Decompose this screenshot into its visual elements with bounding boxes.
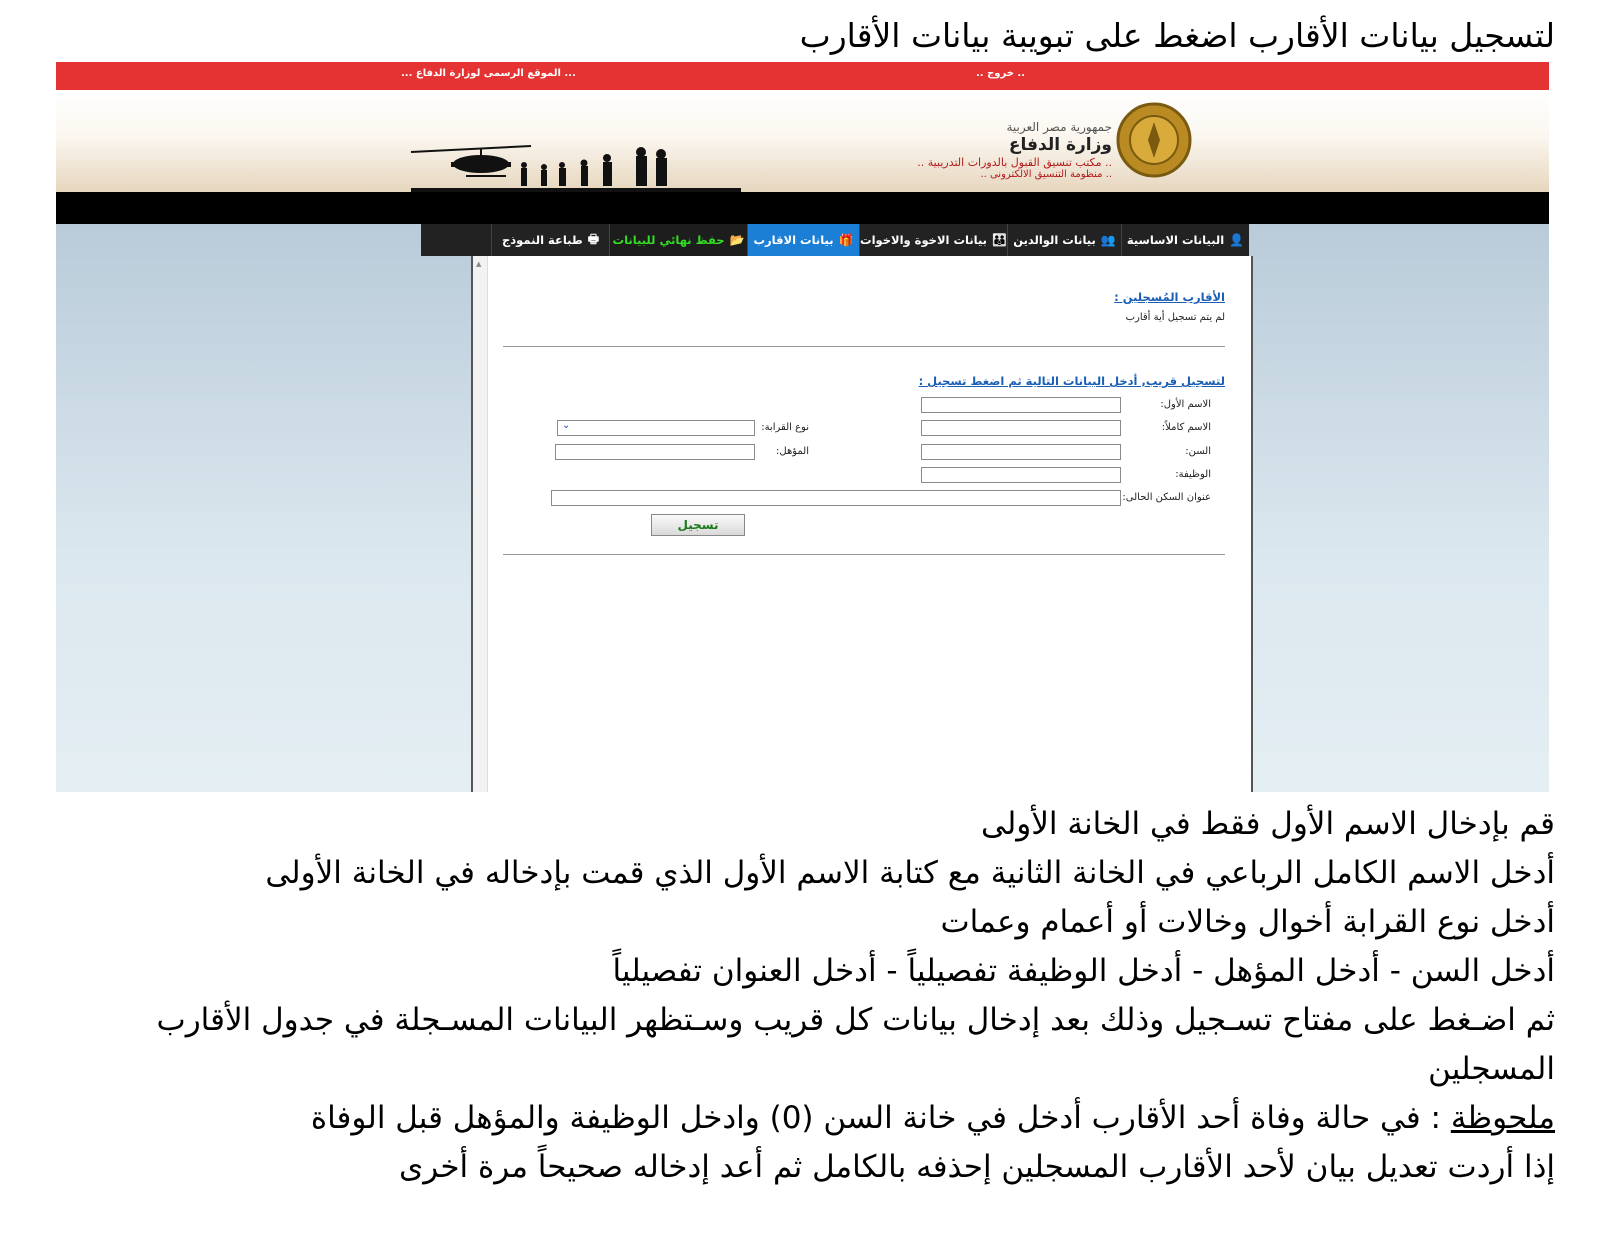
full-name-input[interactable]	[921, 420, 1121, 436]
system-name: .. منظومة التنسيق الالكترونى ..	[980, 169, 1112, 180]
site-banner	[56, 90, 1549, 192]
divider-top	[503, 346, 1225, 347]
chevron-down-icon: ⌄	[562, 420, 571, 431]
job-label: الوظيفة:	[1175, 469, 1211, 480]
job-input[interactable]	[921, 467, 1121, 483]
qualification-label: المؤهل:	[776, 446, 809, 457]
tab-basic-data[interactable]: 👤 البيانات الاساسية	[1121, 224, 1249, 256]
note-text: : في حالة وفاة أحد الأقارب أدخل في خانة السن (0) وادخل الوظيفة والمؤهل قبل الوفاة	[310, 1100, 1451, 1136]
first-name-label: الاسم الأول:	[1160, 399, 1211, 410]
note-line	[56, 1094, 1555, 1143]
person-icon: 👤	[1229, 233, 1245, 247]
full-name-label: الاسم كاملاً:	[1161, 422, 1211, 433]
instruction-line: إذا أردت تعديل بيان لأحد الأقارب المسجلين إحذفه بالكامل ثم أعد إدخاله صحيحاً مرة أخرى	[398, 1149, 1555, 1185]
office-name: .. مكتب تنسيق القبول بالدورات التدريبية ..	[917, 156, 1112, 169]
instruction-line: ثم اضـغط على مفتاح تسـجيل وذلك بعد إدخال بيانات كل قريب وسـتظهر البيانات المسـجلة في جدول الأقارب المسجلين	[156, 1002, 1555, 1087]
instruction-line: قم بإدخال الاسم الأول فقط في الخانة الأولى	[980, 806, 1555, 842]
first-name-input[interactable]	[921, 397, 1121, 413]
address-input[interactable]	[551, 490, 1121, 506]
logout-link[interactable]: .. خروج ..	[976, 68, 1026, 79]
register-relative-header: لتسجيل قريب, أدخل البيانات التالية ثم اضغط تسجيل :	[918, 374, 1225, 388]
scroll-up-arrow-icon[interactable]: ▲	[476, 260, 482, 268]
instructions-block	[56, 800, 1555, 1192]
page-heading: لتسجيل بيانات الأقارب اضغط على تبويبة بيانات الأقارب	[799, 16, 1555, 55]
gift-icon: 🎁	[838, 233, 854, 247]
note-label: ملحوظة	[1450, 1100, 1555, 1136]
ministry-emblem	[1116, 100, 1192, 184]
tab-siblings[interactable]: 👪 بيانات الاخوة والاخوات	[859, 224, 1007, 256]
banner-black-band	[56, 192, 1549, 224]
tab-parents[interactable]: 👥 بيانات الوالدين	[1007, 224, 1121, 256]
ministry-name: وزارة الدفاع	[1008, 135, 1112, 155]
site-topbar	[56, 62, 1549, 90]
register-button[interactable]: تسجيل	[651, 514, 745, 536]
relation-select[interactable]	[557, 420, 755, 436]
parents-icon: 👥	[1100, 233, 1116, 247]
tab-relatives[interactable]: 🎁 بيانات الاقارب	[747, 224, 859, 256]
siblings-icon: 👪	[992, 233, 1007, 247]
printer-icon: 🖶	[587, 231, 600, 246]
relatives-panel	[471, 256, 1253, 792]
official-site-link[interactable]: ... الموقع الرسمى لوزارة الدفاع ...	[401, 68, 576, 79]
folder-icon: 📂	[729, 233, 745, 247]
instruction-line: أدخل نوع القرابة أخوال وخالات أو أعمام وعمات	[940, 904, 1555, 940]
tab-bar	[421, 224, 1249, 256]
relation-label: نوع القرابة:	[761, 422, 809, 433]
scrollbar[interactable]	[473, 256, 488, 792]
instruction-line: أدخل السن - أدخل المؤهل - أدخل الوظيفة تفصيلياً - أدخل العنوان تفصيلياً	[612, 953, 1555, 989]
country-name: جمهورية مصر العربية	[1006, 120, 1112, 134]
tab-print-form[interactable]: 🖶 طباعة النموذج	[491, 224, 609, 256]
ministry-title-block	[917, 120, 1112, 180]
instruction-line: أدخل الاسم الكامل الرباعي في الخانة الثانية مع كتابة الاسم الأول الذي قمت بإدخاله في الخانة الأولى	[265, 855, 1555, 891]
helicopter-soldiers-silhouette	[411, 138, 741, 194]
embedded-screenshot	[56, 62, 1549, 792]
age-label: السن:	[1185, 446, 1211, 457]
qualification-input[interactable]	[555, 444, 755, 460]
divider-bottom	[503, 554, 1225, 555]
address-label: عنوان السكن الحالى:	[1122, 492, 1211, 503]
age-input[interactable]	[921, 444, 1121, 460]
no-relatives-text: لم يتم تسجيل أية أقارب	[1125, 312, 1225, 323]
tab-final-save[interactable]: 📂 حفظ نهائي للبيانات	[609, 224, 747, 256]
registered-relatives-header: الأقارب المُسجلين :	[1114, 290, 1225, 304]
